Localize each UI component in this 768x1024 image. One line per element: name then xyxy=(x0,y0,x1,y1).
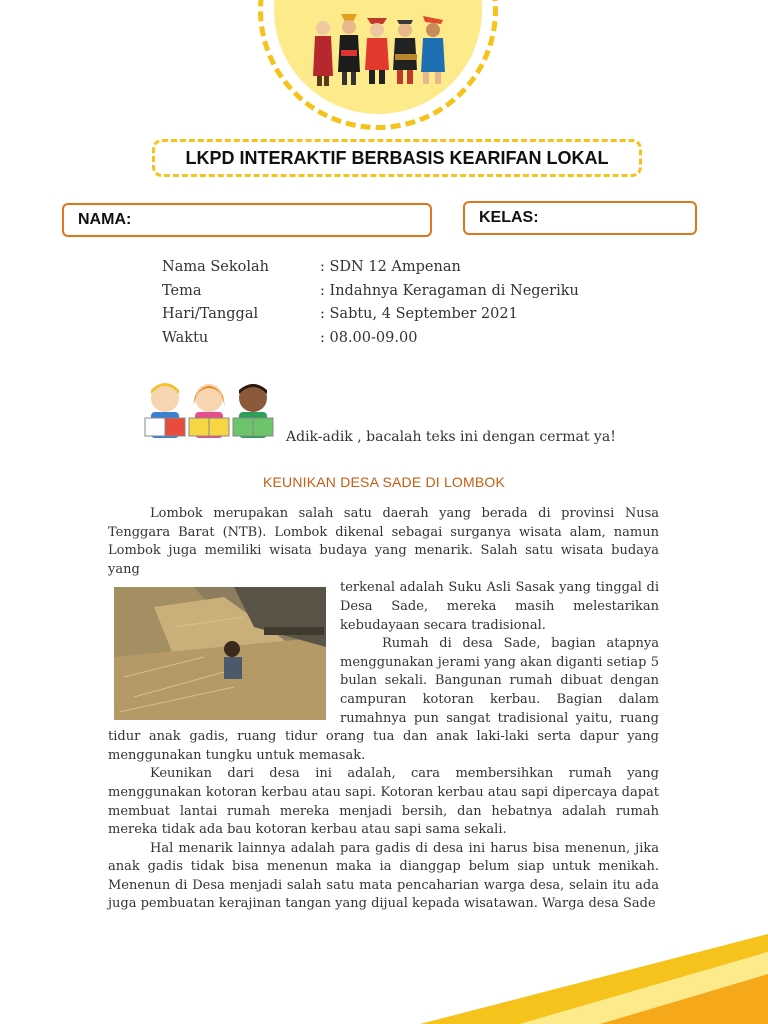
desa-sade-photo xyxy=(114,587,326,720)
info-value: : 08.00-09.00 xyxy=(320,329,418,346)
nama-label: NAMA: xyxy=(78,211,132,228)
article-paragraph-3: Keunikan dari desa ini adalah, cara membersihkan rumah yang menggunakan kotoran kerbau atau sapi. Kotoran kerbau atau sapi dipercaya dapat membuat lantai rumah mereka menjadi bersih, dan hebatnya adalah rumah mereka tidak ada bau kotoran kerbau atau sapi sama sekali. xyxy=(108,766,659,838)
title-banner xyxy=(152,139,642,177)
info-row-nama-sekolah xyxy=(162,256,579,280)
nama-field[interactable] xyxy=(62,203,432,237)
info-row-waktu xyxy=(162,327,579,351)
info-label: Hari/Tanggal xyxy=(162,306,259,322)
info-label: Nama Sekolah xyxy=(162,259,269,275)
article-title: KEUNIKAN DESA SADE DI LOMBOK xyxy=(262,474,506,490)
article-paragraph-1-rest: terkenal adalah Suku Asli Sasak yang tinggal di Desa Sade, mereka masih melestarikan kebudayaan secara tradisional. xyxy=(340,580,659,633)
info-row-hari-tanggal xyxy=(162,303,579,327)
info-value: : Sabtu, 4 September 2021 xyxy=(320,306,518,322)
info-label: Tema xyxy=(162,282,202,299)
kelas-field[interactable] xyxy=(463,201,697,235)
footer-stripes-decoration xyxy=(0,934,768,1024)
article-paragraph-2: Rumah di desa Sade, bagian atapnya menggunakan jerami yang akan diganti setiap 5 bulan sekali. Bangunan rumah dibuat dengan campuran kotoran kerbau. Bagian dalam rumahnya pun sangat tradisional yaitu, ruang tidur anak gadis, ruang tidur orang tua dan anak laki-laki serta dapur yang menggunakan tungku untuk memasak. xyxy=(108,636,659,763)
kelas-label: KELAS: xyxy=(479,209,539,226)
kids-reading-illustration xyxy=(141,378,277,454)
article-paragraph-4: Hal menarik lainnya adalah para gadis di desa ini harus bisa menenun, jika anak gadis tidak bisa menenun maka ia dianggap belum siap untuk menikah. Menenun di Desa menjadi salah satu mata pencaharian warga desa, selain itu ada juga pembuatan kerajinan tangan yang dijual kepada wisatawan. Warga desa Sade xyxy=(108,840,659,912)
page-title: LKPD INTERAKTIF BERBASIS KEARIFAN LOKAL xyxy=(185,147,609,168)
thatched-roof-photo-graphic xyxy=(114,587,326,720)
article-body xyxy=(108,505,659,914)
traditional-costume-people-illustration xyxy=(305,10,455,90)
article-paragraph-1-intro: Lombok merupakan salah satu daerah yang berada di provinsi Nusa Tenggara Barat (NTB). Lombok dikenal sebagai surganya wisata alam, namun Lombok juga memiliki wisata budaya yang menarik. Salah satu wisata budaya yang xyxy=(108,506,659,577)
reading-instruction: Adik-adik , bacalah teks ini dengan cermat ya! xyxy=(286,429,616,445)
info-value: : SDN 12 Ampenan xyxy=(320,259,461,275)
school-info-table xyxy=(162,256,579,350)
info-label: Waktu xyxy=(162,329,209,346)
info-row-tema xyxy=(162,280,579,304)
info-value: : Indahnya Keragaman di Negeriku xyxy=(320,282,579,299)
